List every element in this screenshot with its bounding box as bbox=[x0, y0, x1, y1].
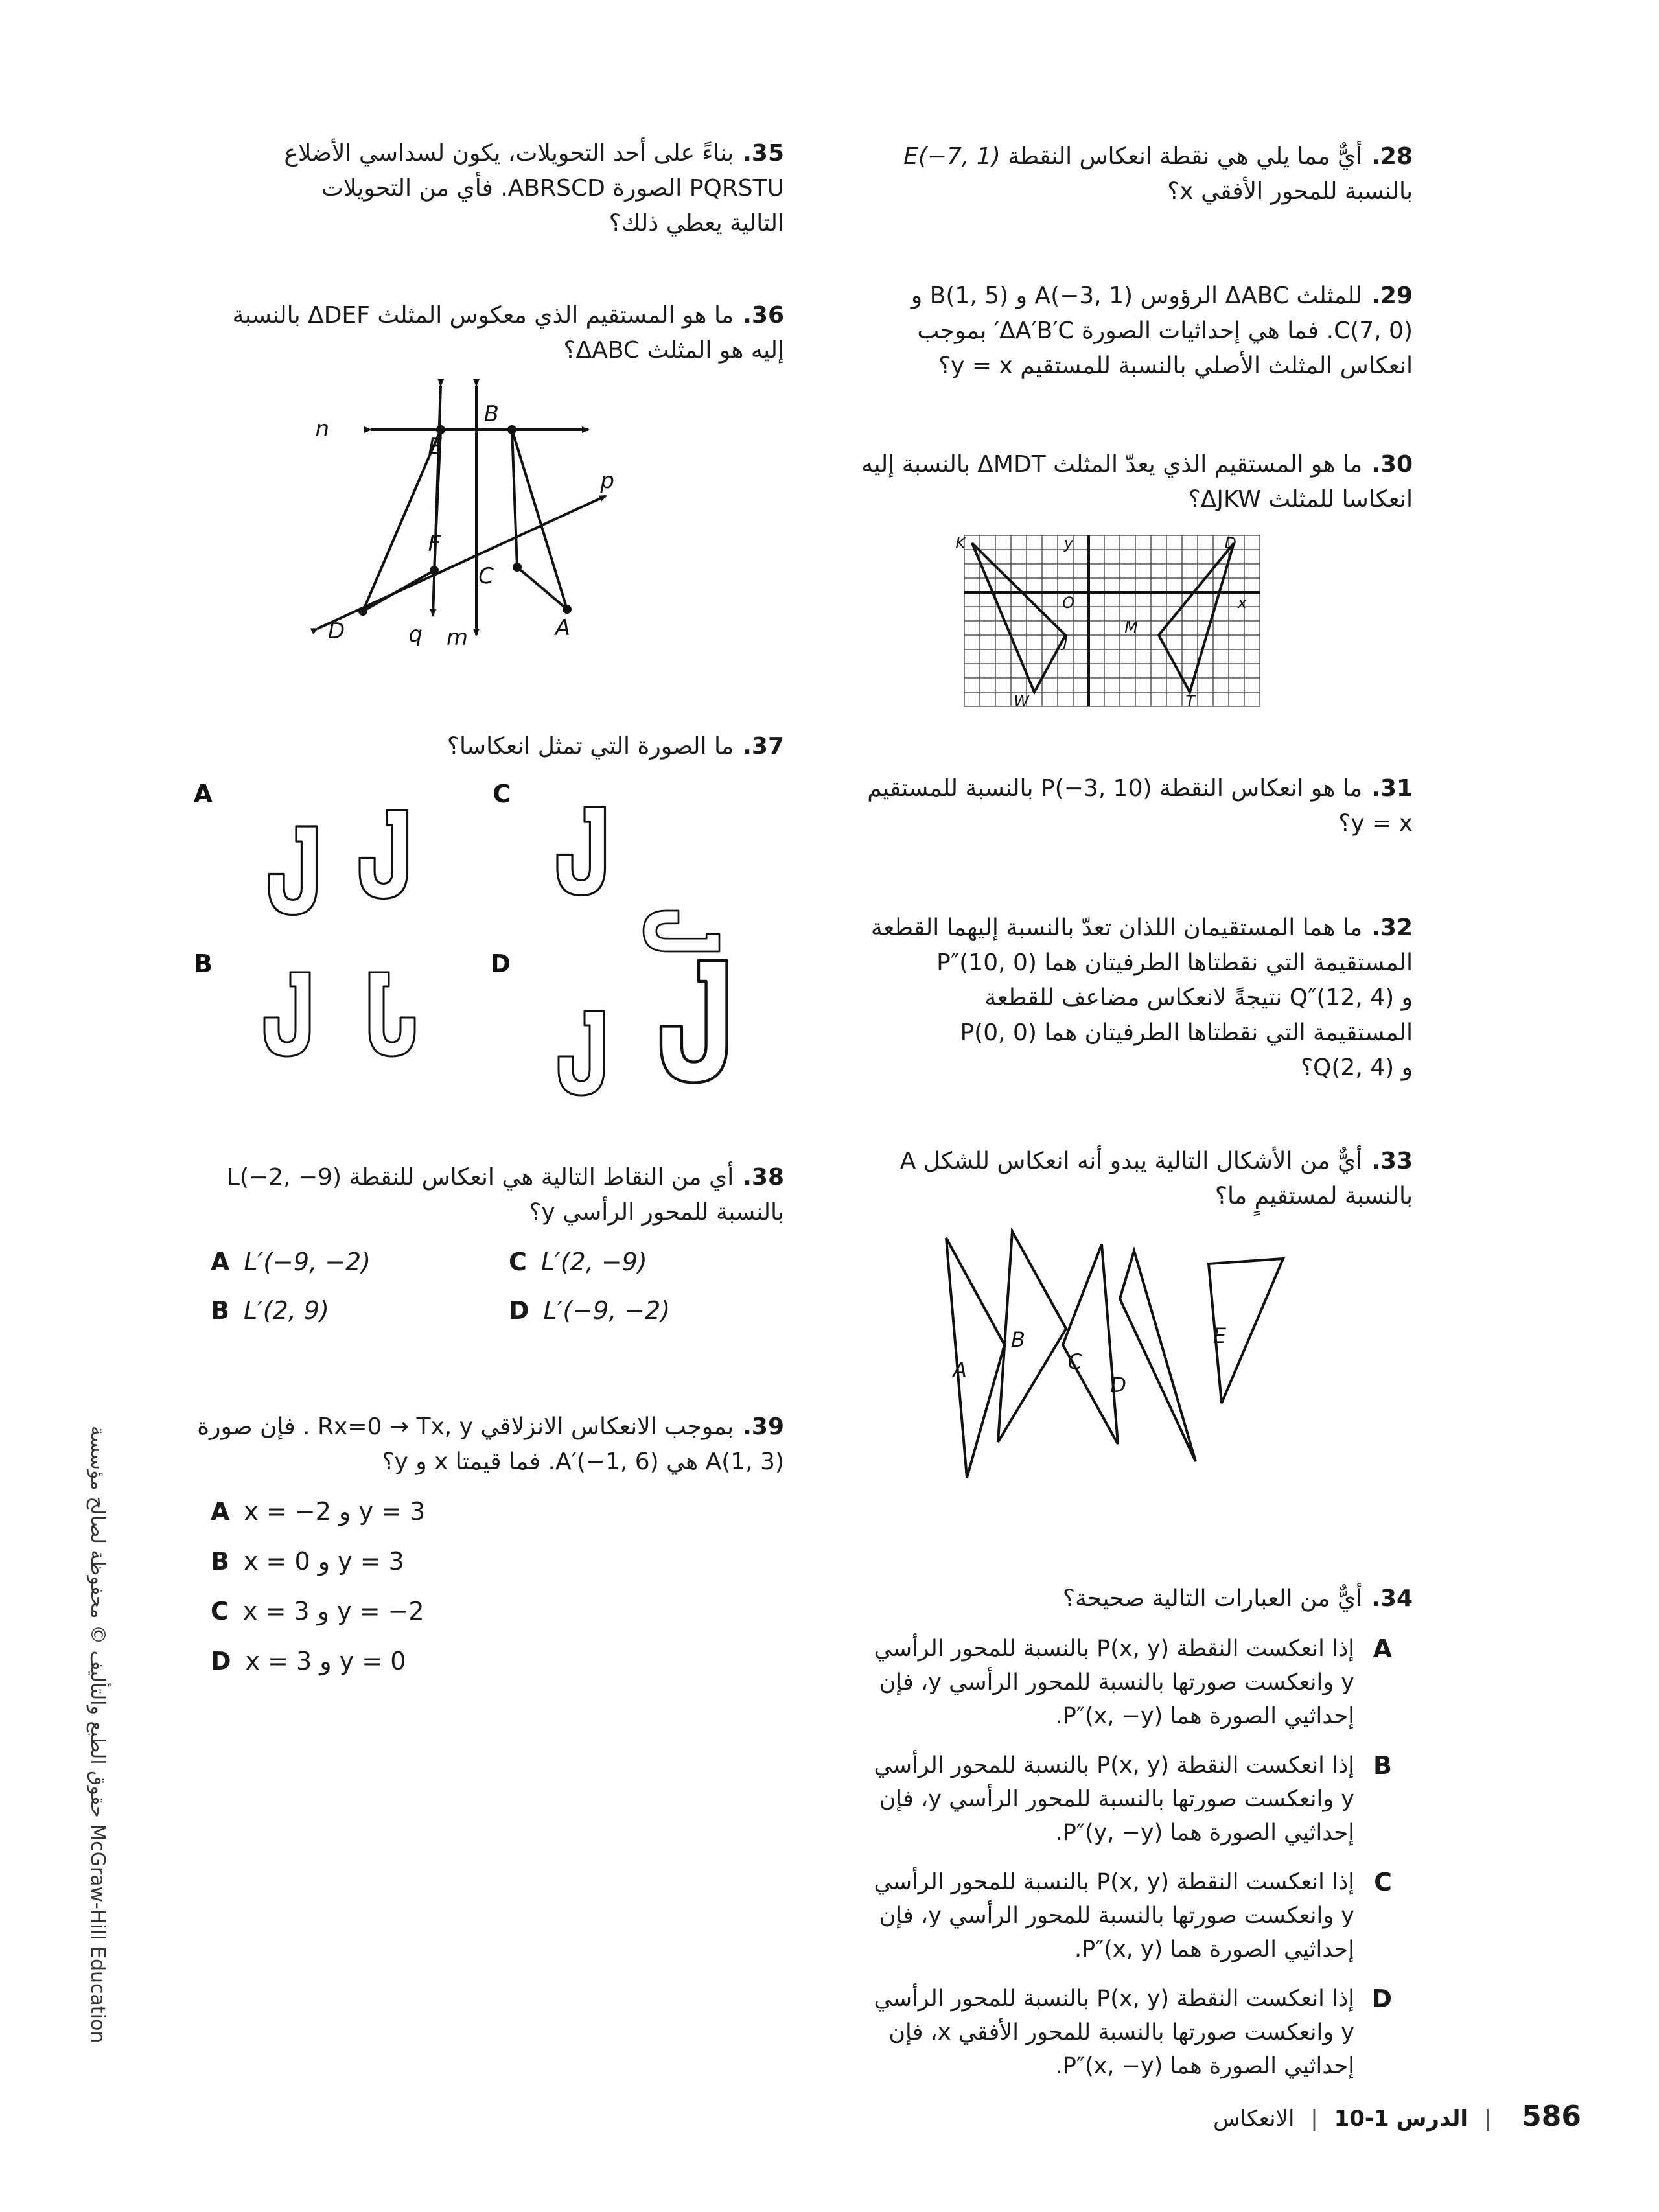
shape-e-label: E bbox=[1212, 1323, 1226, 1348]
option-letter: C bbox=[509, 1248, 527, 1276]
choice-letter: A bbox=[1373, 1635, 1392, 1663]
question-text: المستقيمة التي نقطتاها الطرفيتان هما P(0, 0) bbox=[960, 1019, 1413, 1046]
axis-label: x؟ bbox=[1167, 178, 1194, 205]
question-text: إليه هو المثلث ΔABC؟ bbox=[563, 337, 784, 364]
option-letter: D bbox=[509, 1296, 529, 1325]
label-y: y bbox=[1063, 534, 1073, 552]
option-letter: C bbox=[211, 1597, 229, 1625]
question-text: PQRSTU الصورة ABRSCD. فأي من التحويلات bbox=[321, 175, 784, 202]
shape-b-label: B bbox=[1011, 1327, 1025, 1352]
shape-b bbox=[998, 1231, 1066, 1442]
question-number: 38. bbox=[743, 1164, 784, 1191]
option-c-label: C bbox=[493, 780, 511, 808]
label-d: D bbox=[1224, 534, 1236, 552]
option-value: L′(−9, −2) bbox=[244, 1248, 371, 1276]
question-number: 36. bbox=[743, 302, 784, 329]
question-text: ما هما المستقيمان اللذان تعدّ بالنسبة إليهما القطعة bbox=[870, 914, 1363, 941]
shape-a-label: A bbox=[953, 1358, 967, 1382]
question-text: بالنسبة للمحور الرأسي y؟ bbox=[529, 1199, 784, 1226]
lesson-word: الدرس bbox=[1396, 2106, 1468, 2132]
question-32 bbox=[765, 911, 1413, 1086]
question-39 bbox=[188, 1410, 784, 1480]
choice-text: إحداثيي الصورة هما P″(x, −y). bbox=[1055, 1703, 1354, 1729]
question-number: 39. bbox=[743, 1414, 784, 1440]
question-37 bbox=[188, 729, 784, 764]
question-text: أيٌّ من الأشكال التالية يبدو أنه انعكاس للشكل A bbox=[899, 1148, 1363, 1174]
option-c[interactable] bbox=[211, 1594, 424, 1629]
question-29 bbox=[765, 279, 1413, 384]
point-label: E(−7, 1) bbox=[903, 143, 1001, 170]
question-number: 35. bbox=[743, 140, 784, 167]
choice-letter: D bbox=[1371, 1985, 1392, 2013]
option-b[interactable] bbox=[211, 1293, 329, 1328]
question-text: انعكاس المثلث الأصلي بالنسبة للمستقيم y = x؟ bbox=[938, 353, 1413, 379]
choice-d[interactable] bbox=[771, 1982, 1392, 2083]
reflection-lines-figure bbox=[311, 379, 648, 664]
question-text: A(1, 3) هي A′(−1, 6). فما قيمتا x و y؟ bbox=[382, 1449, 784, 1475]
question-number: 31. bbox=[1371, 775, 1413, 802]
question-35 bbox=[188, 136, 784, 241]
option-letter: D bbox=[211, 1647, 231, 1675]
question-text: C(7, 0). فما هي إحداثيات الصورة ΔA′B′C′ بموجب bbox=[917, 318, 1413, 344]
question-text: y = x؟ bbox=[1338, 810, 1413, 837]
question-number: 34. bbox=[1371, 1585, 1413, 1612]
question-28 bbox=[765, 139, 1413, 209]
option-d[interactable] bbox=[509, 1293, 670, 1328]
label-p: p bbox=[600, 468, 614, 494]
option-value: L′(2, 9) bbox=[243, 1296, 329, 1325]
letter-j-options-figure bbox=[193, 778, 752, 1102]
question-30 bbox=[765, 447, 1413, 517]
question-text: أيٌّ مما يلي هي نقطة انعكاس النقطة bbox=[1008, 143, 1363, 170]
option-value: x = −2 و y = 3 bbox=[244, 1497, 426, 1526]
label-j: J bbox=[1063, 633, 1068, 651]
option-a-image[interactable] bbox=[269, 810, 408, 915]
question-number: 28. bbox=[1371, 143, 1413, 170]
footer-divider: | bbox=[1310, 2106, 1318, 2132]
option-letter: B bbox=[211, 1296, 229, 1325]
option-value: L′(2, −9) bbox=[540, 1248, 647, 1276]
choice-text: إحداثيي الصورة هما P″(y, −y). bbox=[1055, 1820, 1354, 1846]
question-text: بناءً على أحد التحويلات، يكون لسداسي الأضلاع bbox=[284, 140, 734, 167]
choice-a[interactable] bbox=[771, 1632, 1392, 1733]
lesson-topic: الانعكاس bbox=[1213, 2106, 1295, 2132]
label-o: O bbox=[1062, 594, 1074, 612]
option-a[interactable] bbox=[211, 1244, 371, 1279]
choice-text: إحداثيي الصورة هما P″(x, −y). bbox=[1055, 2053, 1354, 2079]
label-m: M bbox=[1124, 618, 1138, 636]
choice-text: إذا انعكست النقطة P(x, y) بالنسبة للمحور الرأسي bbox=[874, 1869, 1354, 1895]
option-a-label: A bbox=[193, 780, 213, 808]
option-letter: A bbox=[211, 1248, 230, 1276]
label-x: x bbox=[1237, 594, 1247, 612]
choice-text: إذا انعكست النقطة P(x, y) بالنسبة للمحور الرأسي bbox=[874, 1636, 1354, 1662]
question-text: بموجب الانعكاس الانزلاقي Rx=0 → Tx, y . فإن صورة bbox=[197, 1414, 734, 1440]
option-c[interactable] bbox=[509, 1244, 647, 1279]
shape-d bbox=[1120, 1251, 1196, 1461]
choice-letter: C bbox=[1374, 1868, 1392, 1896]
question-36 bbox=[188, 298, 784, 368]
choice-letter: B bbox=[1373, 1751, 1392, 1780]
label-k: K bbox=[955, 534, 966, 552]
shape-d-label: D bbox=[1110, 1373, 1126, 1397]
question-33 bbox=[765, 1144, 1413, 1214]
label-t: T bbox=[1185, 692, 1195, 710]
shape-c-label: C bbox=[1067, 1349, 1082, 1374]
option-letter: B bbox=[211, 1547, 229, 1576]
lesson-number: 10-1 bbox=[1334, 2106, 1389, 2132]
choice-b[interactable] bbox=[771, 1749, 1392, 1850]
question-text: أي من النقاط التالية هي انعكاس للنقطة L(−2, −9) bbox=[226, 1164, 734, 1191]
option-value: x = 0 و y = 3 bbox=[243, 1547, 404, 1576]
choice-text: y وانعكست صورتها بالنسبة للمحور الأفقي x، فإن bbox=[888, 2020, 1354, 2045]
question-number: 30. bbox=[1371, 451, 1413, 478]
label-c: C bbox=[478, 563, 494, 589]
label-n: n bbox=[315, 416, 329, 442]
question-text: للمثلث ΔABC الرؤوس A(−3, 1) و B(1, 5) و bbox=[911, 283, 1363, 309]
option-d-image[interactable] bbox=[559, 960, 727, 1095]
label-b: B bbox=[483, 401, 499, 427]
footer-divider: | bbox=[1483, 2106, 1492, 2132]
label-q: q bbox=[408, 622, 423, 647]
page-footer bbox=[1213, 2100, 1581, 2133]
question-text: التالية يعطي ذلك؟ bbox=[609, 210, 784, 237]
triangle-shapes-figure bbox=[933, 1231, 1296, 1504]
copyright-text: حقوق الطبع والتأليف © محفوظة لصالح مؤسسة bbox=[86, 1426, 109, 1818]
question-text: ما الصورة التي تمثل انعكاسا؟ bbox=[447, 733, 734, 760]
question-text: بالنسبة لمستقيمٍ ما؟ bbox=[1214, 1183, 1413, 1209]
coordinate-grid-figure bbox=[955, 534, 1260, 710]
choice-text: y وانعكست صورتها بالنسبة للمحور الرأسي y، فإن bbox=[879, 1670, 1354, 1695]
question-text: و Q″(12, 4) نتيجةً لانعكاس مضاعف للقطعة bbox=[984, 984, 1413, 1011]
question-text: ما هو انعكاس النقطة P(−3, 10) بالنسبة للمستقيم bbox=[867, 775, 1363, 802]
option-value: L′(−9, −2) bbox=[543, 1296, 671, 1325]
question-number: 29. bbox=[1371, 283, 1413, 309]
choice-text: y وانعكست صورتها بالنسبة للمحور الرأسي y، فإن bbox=[879, 1786, 1354, 1812]
label-m: m bbox=[446, 625, 468, 651]
choice-text: إذا انعكست النقطة P(x, y) بالنسبة للمحور الرأسي bbox=[874, 1752, 1354, 1778]
question-31 bbox=[765, 771, 1413, 841]
question-34 bbox=[765, 1581, 1413, 1616]
publisher-name: McGraw-Hill Education bbox=[86, 1824, 109, 2043]
question-number: 37. bbox=[743, 733, 784, 760]
choice-text: إذا انعكست النقطة P(x, y) بالنسبة للمحور الرأسي bbox=[874, 1986, 1354, 2012]
shape-c bbox=[1063, 1244, 1118, 1444]
choice-text: y وانعكست صورتها بالنسبة للمحور الرأسي y، فإن bbox=[879, 1903, 1354, 1929]
question-text: ما هو المستقيم الذي معكوس المثلث ΔDEF بالنسبة bbox=[232, 302, 734, 329]
triangle-jkw bbox=[972, 543, 1065, 692]
question-text: أيٌّ من العبارات التالية صحيحة؟ bbox=[1062, 1585, 1363, 1612]
question-text: و Q(2, 4)؟ bbox=[1300, 1054, 1413, 1081]
option-b-label: B bbox=[194, 949, 213, 978]
option-d[interactable] bbox=[211, 1644, 406, 1679]
option-c-image[interactable] bbox=[557, 807, 719, 951]
label-d: D bbox=[327, 618, 345, 644]
question-text: المستقيمة التي نقطتاها الطرفيتان هما P″(10, 0) bbox=[936, 949, 1413, 976]
option-b-image[interactable] bbox=[264, 972, 415, 1056]
option-a[interactable] bbox=[211, 1494, 425, 1529]
label-e: E bbox=[428, 434, 442, 460]
option-letter: A bbox=[211, 1497, 230, 1526]
label-f: F bbox=[428, 531, 441, 557]
page-number: 586 bbox=[1522, 2100, 1581, 2133]
grid-lines bbox=[964, 535, 1260, 706]
question-text: بالنسبة للمحور الأفقي bbox=[1201, 178, 1413, 205]
copyright-side-note bbox=[86, 1426, 109, 2043]
triangle-abc bbox=[512, 430, 567, 609]
option-d-label: D bbox=[490, 949, 511, 978]
label-w: W bbox=[1014, 692, 1029, 710]
question-38 bbox=[188, 1160, 784, 1230]
question-text: انعكاسا للمثلث ΔJKW؟ bbox=[1188, 486, 1413, 513]
triangle-mdt bbox=[1159, 543, 1234, 692]
option-b[interactable] bbox=[211, 1544, 404, 1579]
question-text: ما هو المستقيم الذي يعدّ المثلث ΔMDT بالنسبة إليه bbox=[861, 451, 1363, 478]
choice-c[interactable] bbox=[771, 1865, 1392, 1966]
question-number: 32. bbox=[1371, 914, 1413, 941]
question-number: 33. bbox=[1371, 1148, 1413, 1174]
choice-text: إحداثيي الصورة هما P″(x, y). bbox=[1074, 1937, 1354, 1962]
option-value: x = 3 و y = −2 bbox=[242, 1597, 424, 1625]
option-value: x = 3 و y = 0 bbox=[245, 1647, 406, 1675]
label-a: A bbox=[555, 615, 570, 641]
